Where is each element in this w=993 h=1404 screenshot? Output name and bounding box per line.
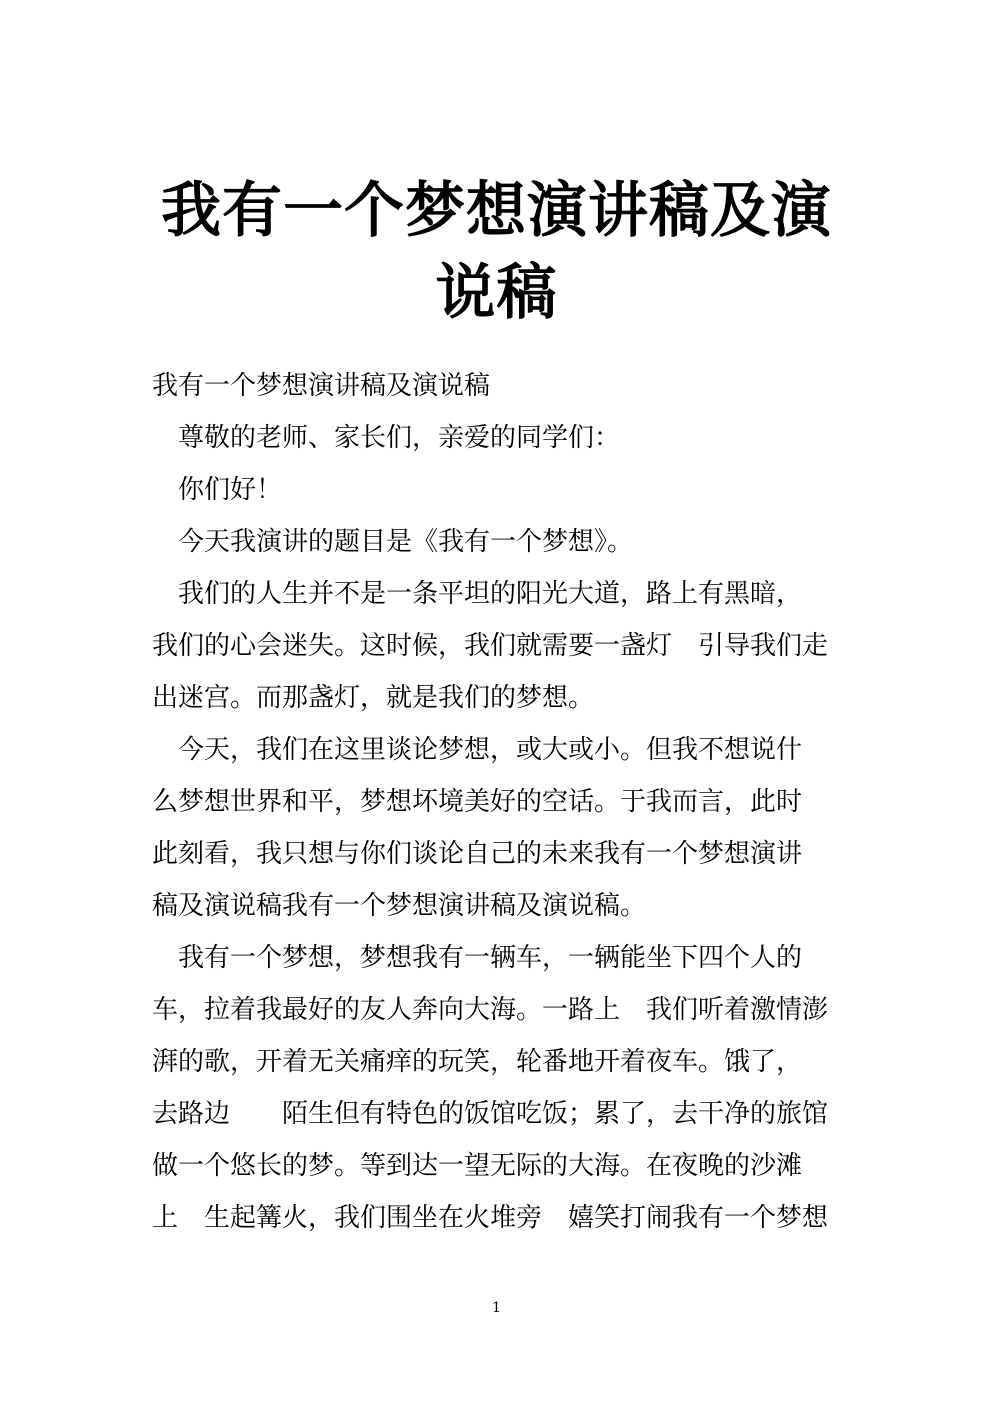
body-line: 我有一个梦想演讲稿及演说稿: [152, 371, 491, 401]
body-line: 我们的心会迷失。这时候，我们就需要一盏灯 引导我们走: [152, 631, 829, 661]
body-line: 车，拉着我最好的友人奔向大海。一路上 我们听着激情澎: [152, 995, 829, 1025]
title-line-1: 我有一个梦想演讲稿及演: [161, 176, 832, 246]
body-line: 我有一个梦想，梦想我有一辆车，一辆能坐下四个人的: [178, 943, 803, 973]
title-line-2: 说稿: [435, 258, 558, 328]
page-number: 1: [492, 1300, 501, 1316]
body-line: 稿及演说稿我有一个梦想演讲稿及演说稿。: [152, 891, 647, 921]
body-line: 我们的人生并不是一条平坦的阳光大道，路上有黑暗，: [178, 579, 803, 609]
document-body: [152, 360, 852, 1244]
body-line: 出迷宫。而那盏灯，就是我们的梦想。: [152, 683, 595, 713]
body-line: 尊敬的老师、家长们，亲爱的同学们：: [178, 423, 621, 453]
body-line: 湃的歌，开着无关痛痒的玩笑，轮番地开着夜车。饿了，: [152, 1047, 803, 1077]
body-line: 上 生起篝火，我们围坐在火堆旁 嬉笑打闹我有一个梦想: [152, 1203, 829, 1233]
body-line: 今天我演讲的题目是《我有一个梦想》。: [178, 527, 634, 557]
document-title: [120, 170, 873, 334]
body-line: 做一个悠长的梦。等到达一望无际的大海。在夜晚的沙滩: [152, 1151, 803, 1181]
body-line: 你们好！: [178, 475, 283, 505]
body-line: 今天，我们在这里谈论梦想，或大或小。但我不想说什: [178, 735, 803, 765]
body-line: 此刻看，我只想与你们谈论自己的未来我有一个梦想演讲: [152, 839, 803, 869]
body-line: 去路边 陌生但有特色的饭馆吃饭；累了，去干净的旅馆: [152, 1099, 829, 1129]
body-line: 么梦想世界和平，梦想坏境美好的空话。于我而言，此时: [152, 787, 803, 817]
